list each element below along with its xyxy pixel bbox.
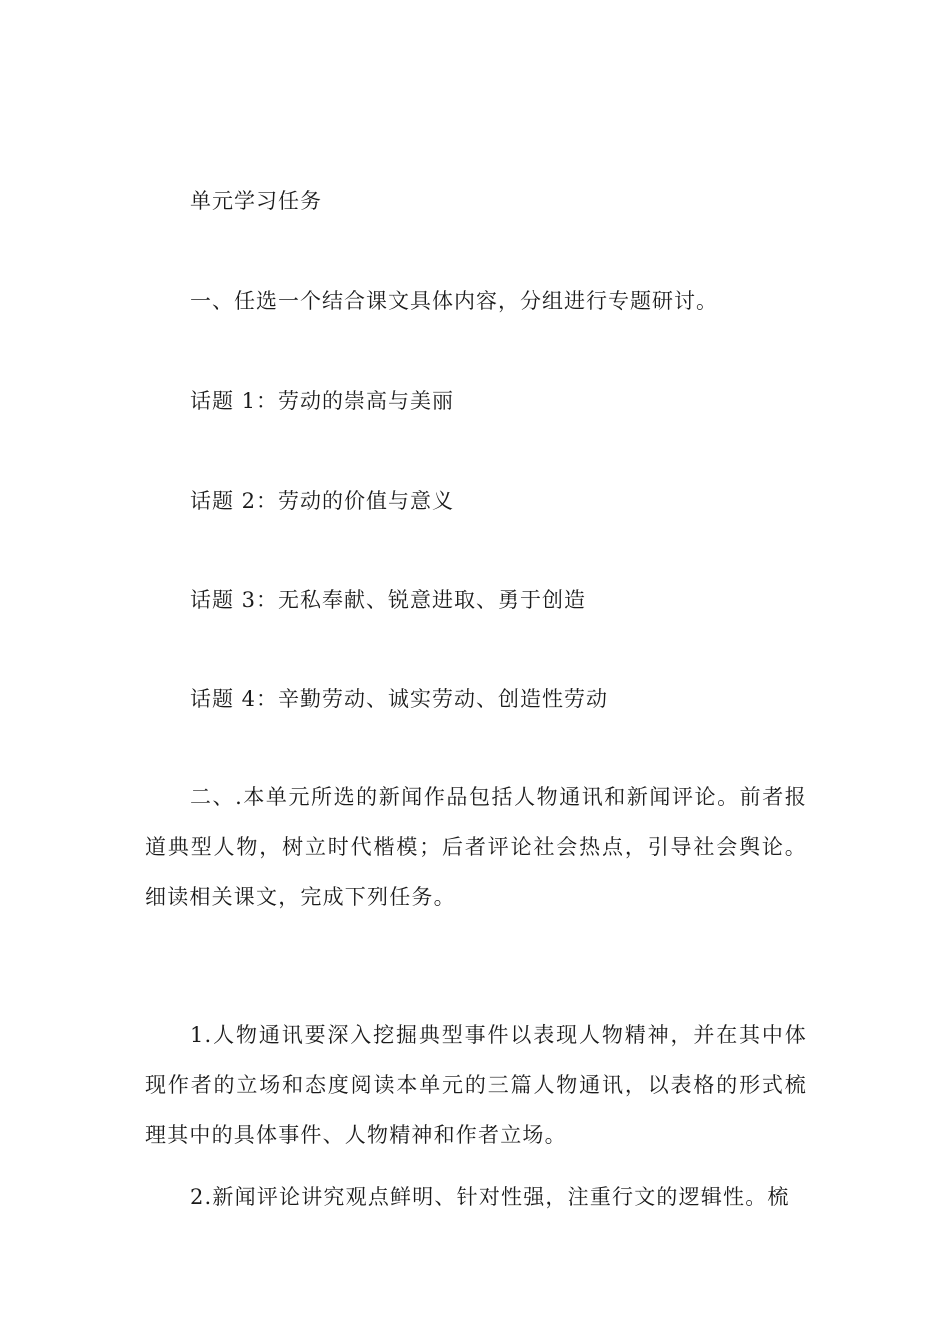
topic-2: 话题 2：劳动的价值与意义 bbox=[190, 489, 455, 513]
task2-item2-paragraph: 2.新闻评论讲究观点鲜明、针对性强，注重行文的逻辑性。梳 bbox=[190, 1185, 790, 1209]
section-heading: 单元学习任务 bbox=[190, 189, 322, 213]
task2-item1-paragraph: 1.人物通讯要深入挖掘典型事件以表现人物精神，并在其中体现作者的立场和态度阅读本单元的三篇人物通讯，以表格的形式梳理其中的具体事件、人物精神和作者立场。 bbox=[145, 1023, 807, 1147]
topic-4: 话题 4：辛勤劳动、诚实劳动、创造性劳动 bbox=[190, 687, 609, 711]
task1-title: 一、任选一个结合课文具体内容，分组进行专题研讨。 bbox=[190, 289, 718, 313]
topic-3: 话题 3：无私奉献、锐意进取、勇于创造 bbox=[190, 588, 587, 612]
task2-intro-paragraph: 二、.本单元所选的新闻作品包括人物通讯和新闻评论。前者报道典型人物，树立时代楷模；后者评论社会热点，引导社会舆论。细读相关课文，完成下列任务。 bbox=[145, 785, 807, 909]
topic-1: 话题 1：劳动的崇高与美丽 bbox=[190, 389, 455, 413]
